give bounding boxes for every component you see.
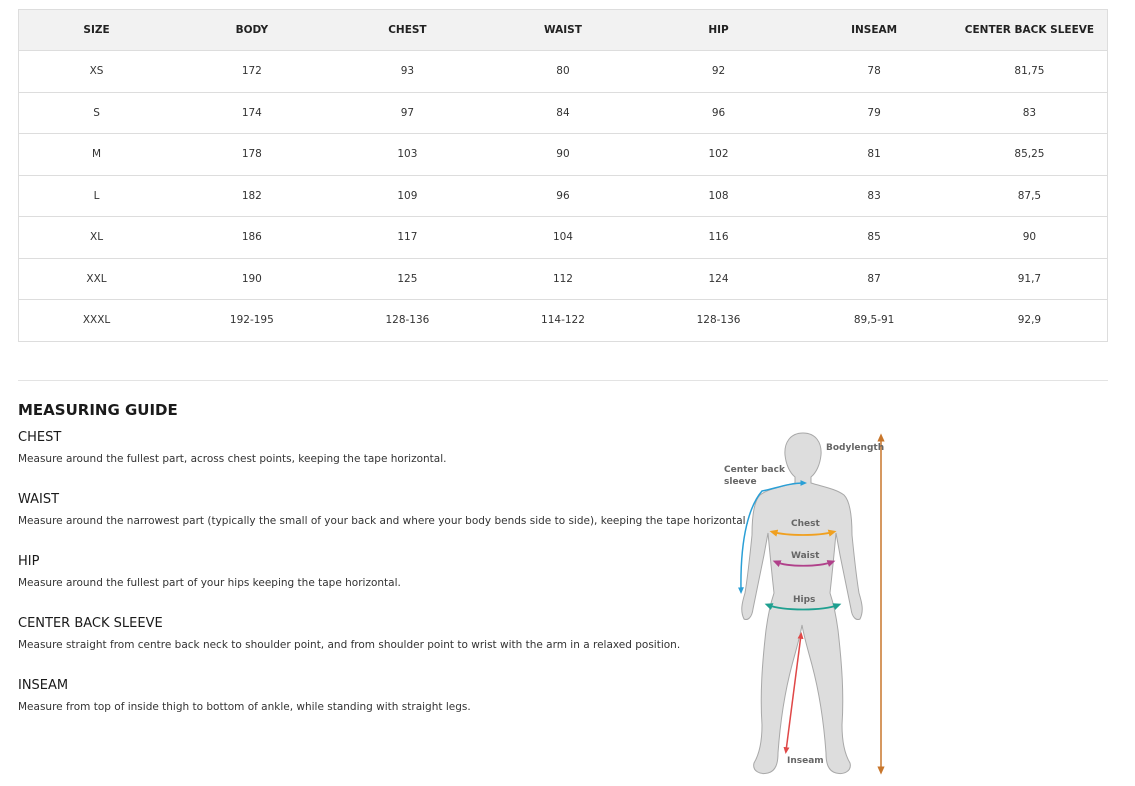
table-row (19, 134, 1108, 176)
section-divider (18, 380, 1108, 381)
table-cell: 112 (485, 258, 641, 300)
table-cell: 92 (641, 51, 797, 93)
table-cell: 79 (796, 92, 952, 134)
size-chart-table (18, 9, 1108, 342)
table-cell: 114-122 (485, 300, 641, 342)
table-cell: 85,25 (952, 134, 1108, 176)
guide-text: Measure around the fullest part of your hips keeping the tape horizontal. (18, 577, 401, 589)
table-cell: XXXL (19, 300, 175, 342)
label-hips: Hips (793, 595, 816, 605)
label-waist: Waist (791, 551, 820, 561)
table-cell: 172 (174, 51, 330, 93)
guide-heading: HIP (18, 554, 40, 569)
label-inseam: Inseam (787, 756, 824, 766)
table-row (19, 258, 1108, 300)
table-cell: 92,9 (952, 300, 1108, 342)
table-cell: 128-136 (641, 300, 797, 342)
label-chest: Chest (791, 519, 820, 529)
table-cell: M (19, 134, 175, 176)
guide-text: Measure around the narrowest part (typically the small of your back and where your body bends side to side), keeping the tape horizontal. (18, 515, 749, 527)
guide-item-center-back-sleeve (18, 610, 718, 672)
table-cell: 78 (796, 51, 952, 93)
guide-text: Measure from top of inside thigh to bottom of ankle, while standing with straight legs. (18, 701, 471, 713)
guide-heading: INSEAM (18, 678, 69, 693)
table-cell: 116 (641, 217, 797, 259)
guide-text: Measure around the fullest part, across chest points, keeping the tape horizontal. (18, 453, 447, 465)
table-row (19, 51, 1108, 93)
column-header-hip: HIP (641, 10, 797, 51)
table-cell: 90 (485, 134, 641, 176)
guide-item-inseam (18, 672, 718, 734)
label-sleeve: sleeve (724, 477, 757, 487)
column-header-inseam: INSEAM (796, 10, 952, 51)
label-center-back: Center back (724, 465, 785, 475)
guide-heading: CHEST (18, 430, 62, 445)
column-header-body: BODY (174, 10, 330, 51)
table-row (19, 217, 1108, 259)
table-cell: XS (19, 51, 175, 93)
guide-item-waist (18, 486, 749, 548)
table-row (19, 175, 1108, 217)
table-cell: 96 (641, 92, 797, 134)
table-cell: 117 (330, 217, 486, 259)
table-cell: XL (19, 217, 175, 259)
table-cell: 102 (641, 134, 797, 176)
table-cell: 125 (330, 258, 486, 300)
table-cell: 90 (952, 217, 1108, 259)
guide-item-hip (18, 548, 718, 610)
column-header-waist: WAIST (485, 10, 641, 51)
guide-item-chest (18, 424, 718, 486)
table-cell: 178 (174, 134, 330, 176)
table-cell: 103 (330, 134, 486, 176)
table-cell: 85 (796, 217, 952, 259)
table-cell: 182 (174, 175, 330, 217)
table-cell: 84 (485, 92, 641, 134)
table-cell: 124 (641, 258, 797, 300)
table-cell: S (19, 92, 175, 134)
table-cell: 81,75 (952, 51, 1108, 93)
column-header-center-back-sleeve: CENTER BACK SLEEVE (952, 10, 1108, 51)
table-cell: 80 (485, 51, 641, 93)
table-cell: 192-195 (174, 300, 330, 342)
table-cell: 128-136 (330, 300, 486, 342)
column-header-chest: CHEST (330, 10, 486, 51)
table-cell: 83 (796, 175, 952, 217)
table-cell: 186 (174, 217, 330, 259)
table-row (19, 300, 1108, 342)
table-cell: L (19, 175, 175, 217)
table-cell: 93 (330, 51, 486, 93)
table-header-row (19, 10, 1108, 51)
table-cell: 104 (485, 217, 641, 259)
body-measurement-figure (720, 425, 900, 780)
table-cell: 109 (330, 175, 486, 217)
measuring-guide (18, 398, 749, 734)
table-row (19, 92, 1108, 134)
guide-heading: CENTER BACK SLEEVE (18, 616, 163, 631)
table-cell: 97 (330, 92, 486, 134)
table-cell: 87,5 (952, 175, 1108, 217)
guide-text: Measure straight from centre back neck to shoulder point, and from shoulder point to wrist with the arm in a relaxed position. (18, 639, 681, 651)
table-cell: 83 (952, 92, 1108, 134)
column-header-size: SIZE (19, 10, 175, 51)
body-figure-svg (720, 425, 900, 780)
table-cell: XXL (19, 258, 175, 300)
table-cell: 174 (174, 92, 330, 134)
table-cell: 96 (485, 175, 641, 217)
label-bodylength: Bodylength (826, 443, 885, 453)
table-cell: 81 (796, 134, 952, 176)
guide-title: MEASURING GUIDE (18, 401, 178, 419)
table-cell: 108 (641, 175, 797, 217)
guide-heading: WAIST (18, 492, 60, 507)
table-cell: 87 (796, 258, 952, 300)
table-cell: 91,7 (952, 258, 1108, 300)
table-cell: 190 (174, 258, 330, 300)
table-cell: 89,5-91 (796, 300, 952, 342)
